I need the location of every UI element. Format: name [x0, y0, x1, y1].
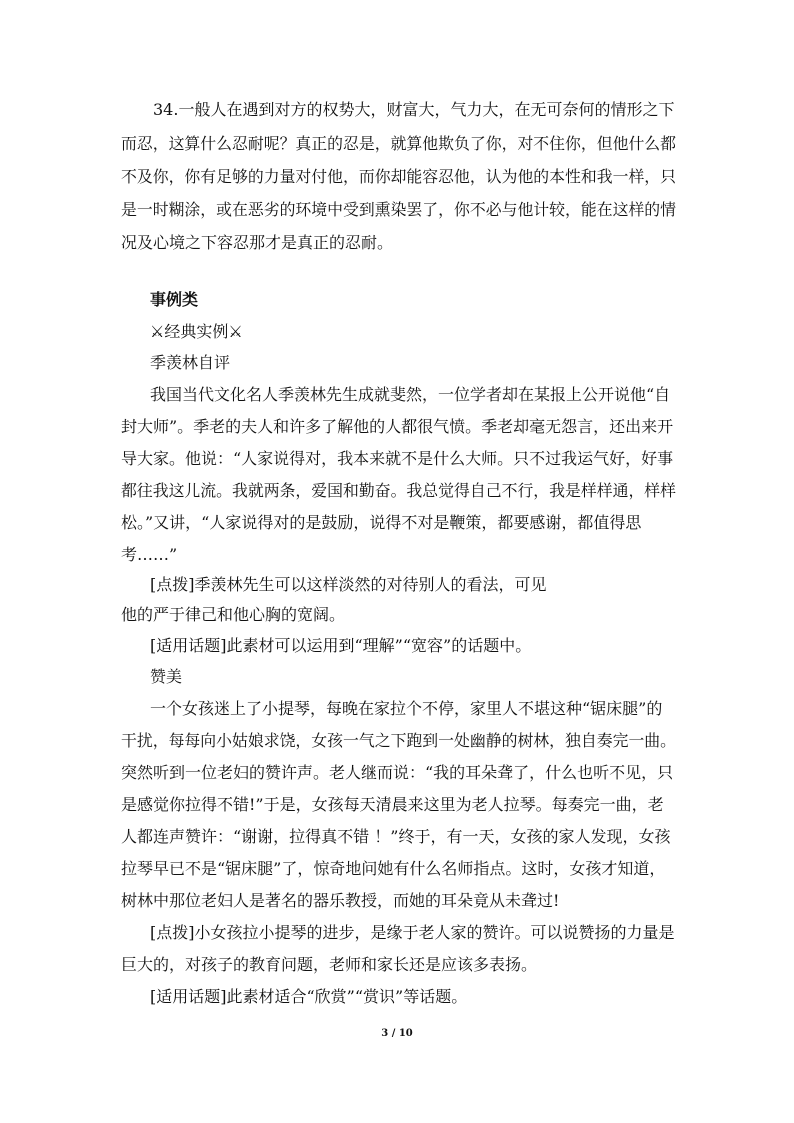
example-1-body-line-1: 我国当代文化名人季羡林先生成就斐然，一位学者却在某报上公开说他“自: [150, 385, 671, 404]
example-1-body-line-4: 都往我这儿流。我就两条，爱国和勤奋。我总觉得自己不行，我是样样通，样样: [121, 481, 677, 500]
section-subheading: ⚔经典实例⚔: [150, 322, 243, 341]
paragraph-34-line-5: 况及心境之下容忍那才是真正的忍耐。: [121, 233, 394, 252]
example-2-body-line-2: 干扰，每每向小姑娘求饶，女孩一气之下跑到一处幽静的树林，独自奏完一曲。: [121, 731, 677, 750]
example-1-body-line-5: 松。”又讲，“人家说得对的是鼓励，说得不对是鞭策，都要感谢，都值得思: [121, 513, 642, 532]
example-1-body-line-2: 封大师”。季老的夫人和许多了解他的人都很气愤。季老却毫无怨言，还出来开: [121, 417, 674, 436]
example-2-topic: [适用话题]此素材适合“欣赏”“赏识”等话题。: [150, 987, 468, 1006]
paragraph-34-line-4: 是一时糊涂，或在恶劣的环境中受到熏染罢了，你不必与他计较，能在这样的情: [121, 200, 677, 219]
example-2-body-line-3: 突然听到一位老妇的赞许声。老人继而说：“我的耳朵聋了，什么也听不见，只: [121, 763, 674, 782]
paragraph-34-line-3: 不及你，你有足够的力量对付他，而你却能容忍他，认为他的本性和我一样，只: [121, 167, 677, 186]
example-1-title: 季羡林自评: [150, 353, 231, 372]
example-2-body-line-4: 是感觉你拉得不错!”于是，女孩每天清晨来这里为老人拉琴。每奏完一曲，老: [121, 795, 664, 814]
example-2-body-line-6: 拉琴早已不是“锯床腿”了，惊奇地问她有什么名师指点。这时，女孩才知道，: [121, 859, 666, 878]
example-2-comment-line-2: 巨大的，对孩子的教育问题，老师和家长还是应该多表扬。: [121, 955, 538, 974]
example-2-comment-line-1: [点拨]小女孩拉小提琴的进步，是缘于老人家的赞许。可以说赞扬的力量是: [150, 923, 675, 942]
paragraph-34-line-2: 而忍，这算什么忍耐呢？真正的忍是，就算他欺负了你，对不住你，但他什么都: [121, 134, 677, 153]
example-1-topic: [适用话题]此素材可以运用到“理解”“宽容”的话题中。: [150, 636, 532, 655]
example-1-comment-line-2: 他的严于律己和他心胸的宽阔。: [121, 605, 346, 624]
example-2-body-line-5: 人都连声赞许：“谢谢，拉得真不错 ！”终于，有一天，女孩的家人发现，女孩: [121, 827, 671, 846]
paragraph-34-line-1: 34.一般人在遇到对方的权势大，财富大，气力大，在无可奈何的情形之下: [153, 100, 675, 119]
example-1-body-line-6: 考……”: [121, 545, 178, 564]
example-1-body-line-3: 导大家。他说：“人家说得对，我本来就不是什么大师。只不过我运气好，好事: [121, 449, 674, 468]
page-number: 3 / 10: [381, 1028, 413, 1039]
example-2-body-line-1: 一个女孩迷上了小提琴，每晚在家拉个不停，家里人不堪这种“锯床腿”的: [150, 699, 663, 718]
section-heading: 事例类: [150, 290, 199, 309]
example-2-body-line-7: 树林中那位老妇人是著名的器乐教授，而她的耳朵竟从未聋过!: [121, 891, 560, 910]
example-2-title: 赞美: [150, 667, 183, 686]
example-1-comment-line-1: [点拨]季羡林先生可以这样淡然的对待别人的看法，可见: [150, 575, 547, 594]
